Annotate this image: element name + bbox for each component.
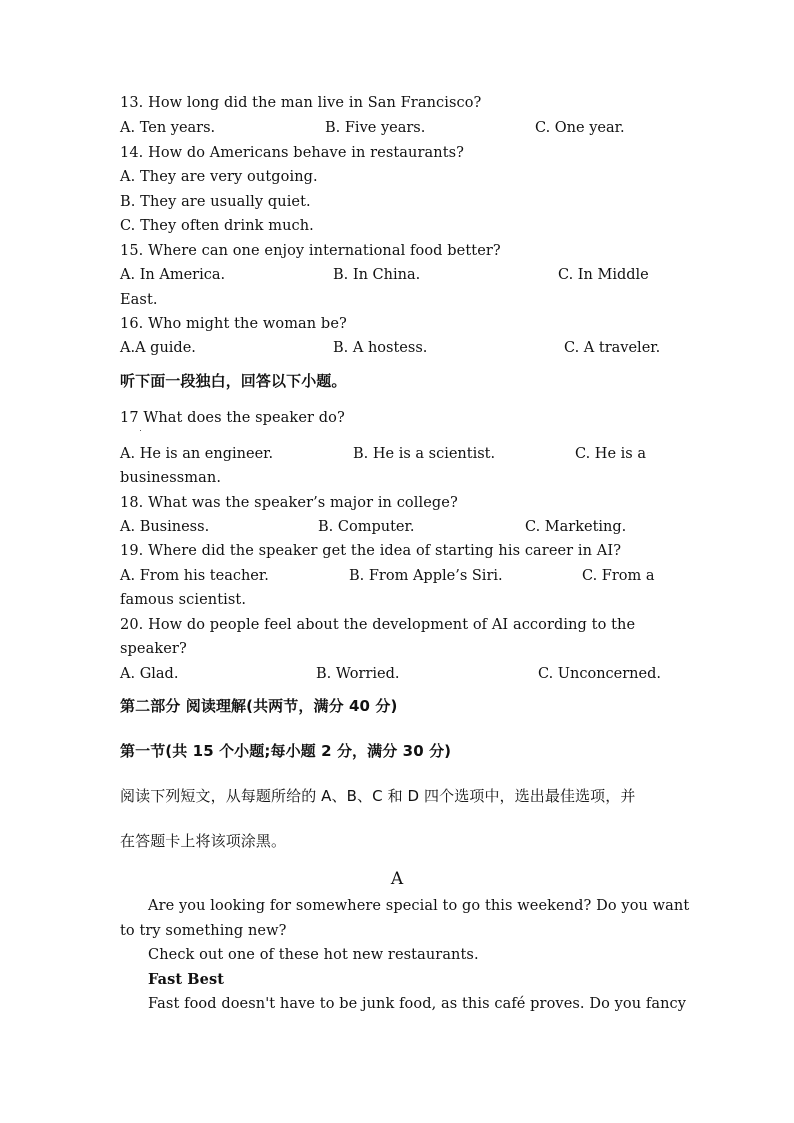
option-20-c: C. Unconcerned. [538, 666, 661, 682]
option-15-a: A. In America. [120, 267, 226, 283]
option-19-b: B. From Apple’s Siri. [349, 568, 503, 584]
option-17-c: C. He is a [575, 446, 646, 462]
reading-instruction-line2: 在答题卡上将该项涂黑。 [120, 832, 287, 850]
option-15-c: C. In Middle [558, 267, 649, 283]
passage-letter: A [390, 869, 404, 889]
option-15-c-continued: East. [120, 292, 158, 308]
option-14-c: C. They often drink much. [120, 218, 314, 234]
option-18-c: C. Marketing. [525, 519, 627, 535]
option-19-c: C. From a [582, 568, 655, 584]
option-19-c-continued: famous scientist. [120, 592, 247, 608]
option-13-b: B. Five years. [325, 120, 426, 136]
option-16-c: C. A traveler. [564, 340, 661, 356]
part2-heading: 第二部分 阅读理解(共两节，满分 40 分) [120, 697, 398, 715]
passage-p3-line1: Fast food doesn't have to be junk food, as this café proves. Do you fancy [148, 996, 687, 1012]
option-16-b: B. A hostess. [333, 340, 428, 356]
question-19: 19. Where did the speaker get the idea of starting his career in AI? [120, 543, 622, 559]
question-14: 14. How do Americans behave in restaurants? [120, 145, 465, 161]
option-14-a: A. They are very outgoing. [120, 169, 318, 185]
option-17-c-continued: businessman. [120, 470, 222, 486]
option-15-b: B. In China. [333, 267, 421, 283]
option-19-a: A. From his teacher. [120, 568, 269, 584]
question-17: 17 What does the speaker do? [120, 410, 345, 426]
passage-p1-line2: to try something new? [120, 923, 287, 939]
option-13-a: A. Ten years. [120, 120, 216, 136]
section1-heading: 第一节(共 15 个小题;每小题 2 分，满分 30 分) [120, 742, 452, 760]
option-20-b: B. Worried. [316, 666, 400, 682]
option-18-b: B. Computer. [318, 519, 415, 535]
option-16-a: A.A guide. [120, 340, 196, 356]
question-20: 20. How do people feel about the development of AI according to the [120, 617, 636, 633]
monologue-instruction: 听下面一段独白，回答以下小题。 [120, 372, 347, 390]
question-18: 18. What was the speaker’s major in college? [120, 495, 458, 511]
option-13-c: C. One year. [535, 120, 625, 136]
option-17-a: A. He is an engineer. [120, 446, 274, 462]
reading-instruction-line1: 阅读下列短文，从每题所给的 A、B、C 和 D 四个选项中，选出最佳选项，并 [120, 787, 636, 805]
passage-subheading: Fast Best [148, 971, 225, 988]
question-15: 15. Where can one enjoy international food better? [120, 243, 501, 259]
option-18-a: A. Business. [120, 519, 210, 535]
option-14-b: B. They are usually quiet. [120, 194, 311, 210]
option-17-b: B. He is a scientist. [353, 446, 496, 462]
passage-p2: Check out one of these hot new restaurants. [148, 947, 479, 963]
option-20-a: A. Glad. [120, 666, 179, 682]
question-20-continued: speaker? [120, 641, 187, 657]
question-16: 16. Who might the woman be? [120, 316, 347, 332]
question-13: 13. How long did the man live in San Francisco? [120, 95, 482, 111]
stray-dot [140, 430, 141, 431]
passage-p1-line1: Are you looking for somewhere special to go this weekend? Do you want [148, 898, 690, 914]
